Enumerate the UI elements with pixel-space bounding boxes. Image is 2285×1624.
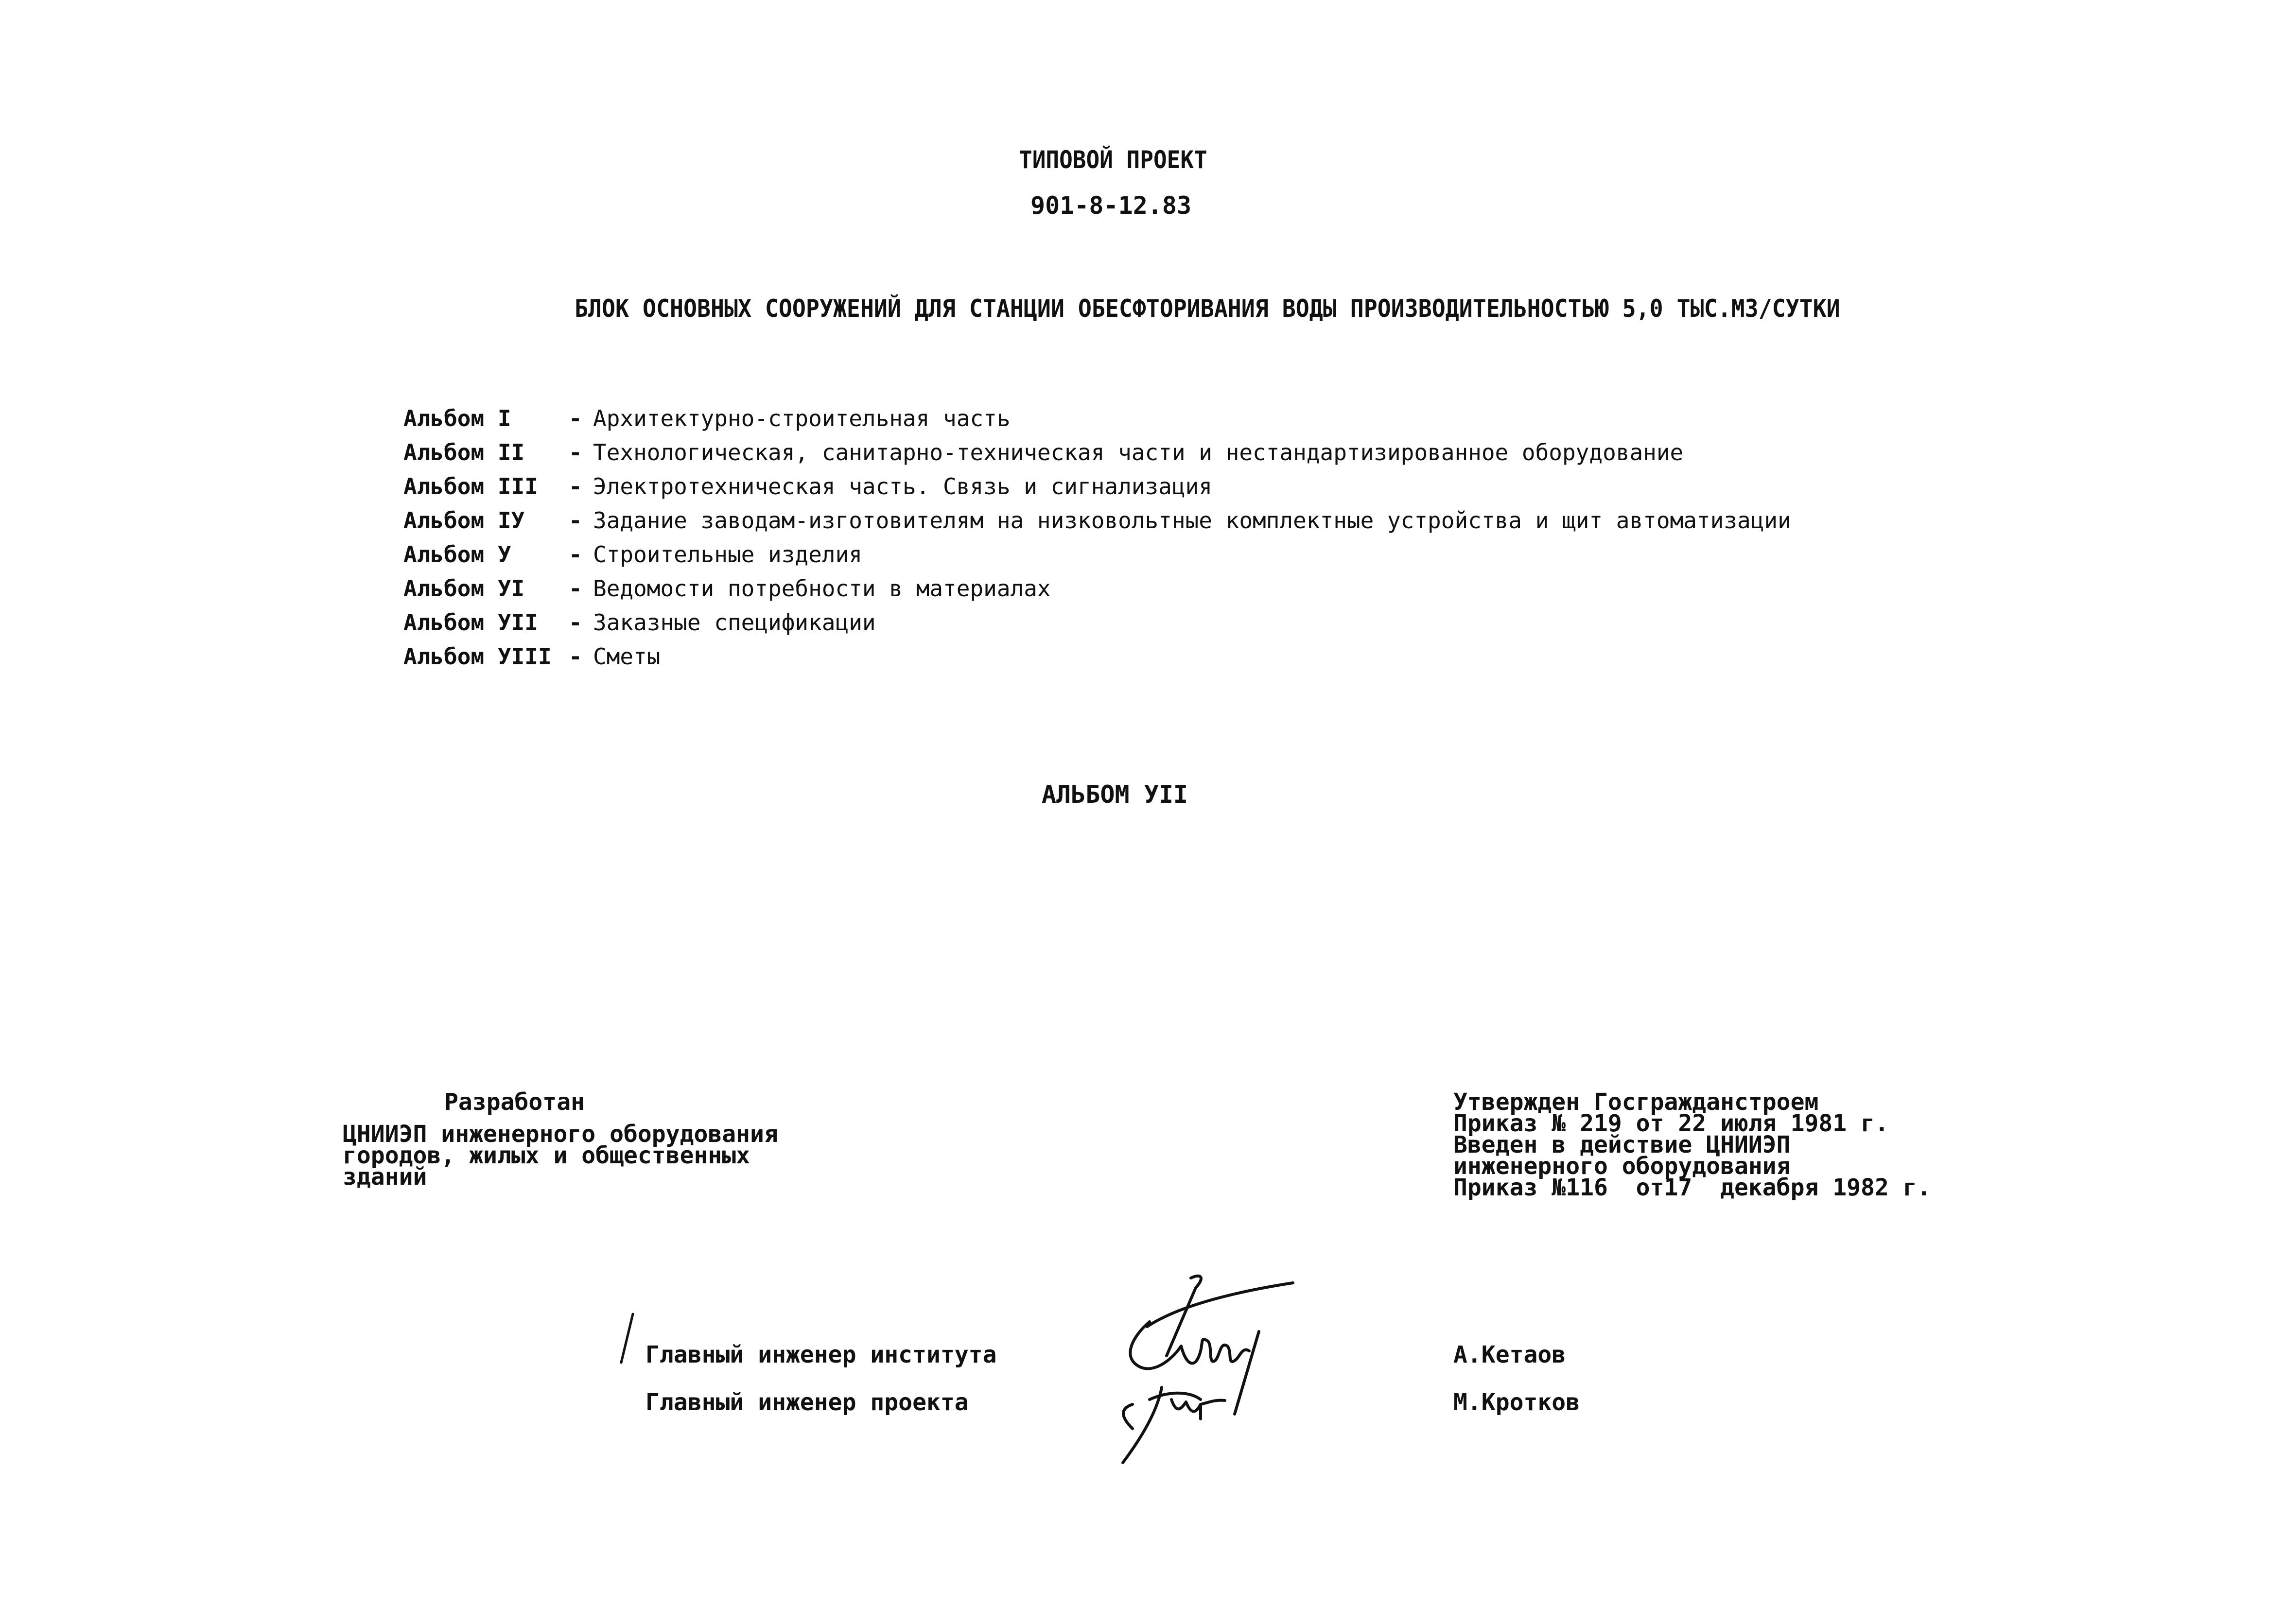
dash-separator: -: [569, 609, 582, 636]
album-description: Заказные спецификации: [593, 609, 876, 636]
current-album-title: АЛЬБОМ УII: [1042, 780, 1188, 809]
album-label: Альбом УI: [403, 575, 525, 602]
album-item: [403, 639, 1791, 674]
album-description: Строительные изделия: [593, 541, 862, 568]
album-label: Альбом I: [403, 405, 511, 432]
album-item: [403, 469, 1791, 503]
album-label: Альбом УII: [403, 609, 538, 636]
developer-heading: Разработан: [444, 1088, 585, 1116]
album-description: Технологическая, санитарно-техническая части и нестандартизированное оборудование: [593, 439, 1684, 466]
album-item: [403, 401, 1791, 435]
album-item: [403, 537, 1791, 571]
album-description: Задание заводам-изготовителям на низковольтные комплектные устройства и щит автоматизации: [593, 507, 1791, 534]
approval-line: Утвержден Госгражданстроем: [1453, 1088, 1819, 1116]
dash-separator: -: [569, 473, 582, 500]
signatory-role: Главный инженер института: [645, 1341, 997, 1368]
dash-separator: -: [569, 541, 582, 568]
developer-organization: [343, 1121, 778, 1191]
approval-line: инженерного оборудования: [1453, 1153, 1791, 1180]
album-label: Альбом У: [403, 541, 511, 568]
signatory-role: Главный инженер проекта: [645, 1389, 969, 1416]
dash-separator: -: [569, 575, 582, 602]
tick-mark: [617, 1312, 637, 1365]
dash-separator: -: [569, 507, 582, 534]
developer-org-line: зданий: [343, 1163, 427, 1191]
album-label: Альбом УIII: [403, 643, 552, 670]
dash-separator: -: [569, 405, 582, 432]
signatory-name: А.Кетаов: [1453, 1341, 1566, 1368]
approval-line: Приказ №116 от17 декабря 1982 г.: [1453, 1174, 1931, 1201]
album-description: Архитектурно-строительная часть: [593, 405, 1011, 432]
approval-line: Введен в действие ЦНИИЭП: [1453, 1131, 1791, 1158]
project-number: 901-8-12.83: [1030, 191, 1192, 220]
album-list: [403, 401, 1791, 674]
approval-block: [1453, 1088, 1931, 1201]
approval-line: Приказ № 219 от 22 июля 1981 г.: [1453, 1110, 1889, 1137]
album-description: Электротехническая часть. Связь и сигнализация: [593, 473, 1212, 500]
album-label: Альбом III: [403, 473, 538, 500]
album-item: [403, 435, 1791, 469]
document-type-title: ТИПОВОЙ ПРОЕКТ: [1019, 146, 1207, 174]
album-description: Ведомости потребности в материалах: [593, 575, 1051, 602]
project-object-title: БЛОК ОСНОВНЫХ СООРУЖЕНИЙ ДЛЯ СТАНЦИИ ОБЕСФТОРИВАНИЯ ВОДЫ ПРОИЗВОДИТЕЛЬНОСТЬЮ 5,0 ТЫС.М3/СУТКИ: [575, 294, 1840, 323]
signatory-name: М.Кротков: [1453, 1389, 1580, 1416]
handwritten-signature: [1103, 1268, 1317, 1477]
album-label: Альбом II: [403, 439, 525, 466]
album-item: [403, 503, 1791, 537]
dash-separator: -: [569, 643, 582, 670]
album-description: Сметы: [593, 643, 661, 670]
album-item: [403, 571, 1791, 605]
dash-separator: -: [569, 439, 582, 466]
album-item: [403, 605, 1791, 639]
developer-org-line: ЦНИИЭП инженерного оборудования: [343, 1121, 778, 1148]
album-label: Альбом IУ: [403, 507, 525, 534]
developer-org-line: городов, жилых и общественных: [343, 1142, 750, 1169]
